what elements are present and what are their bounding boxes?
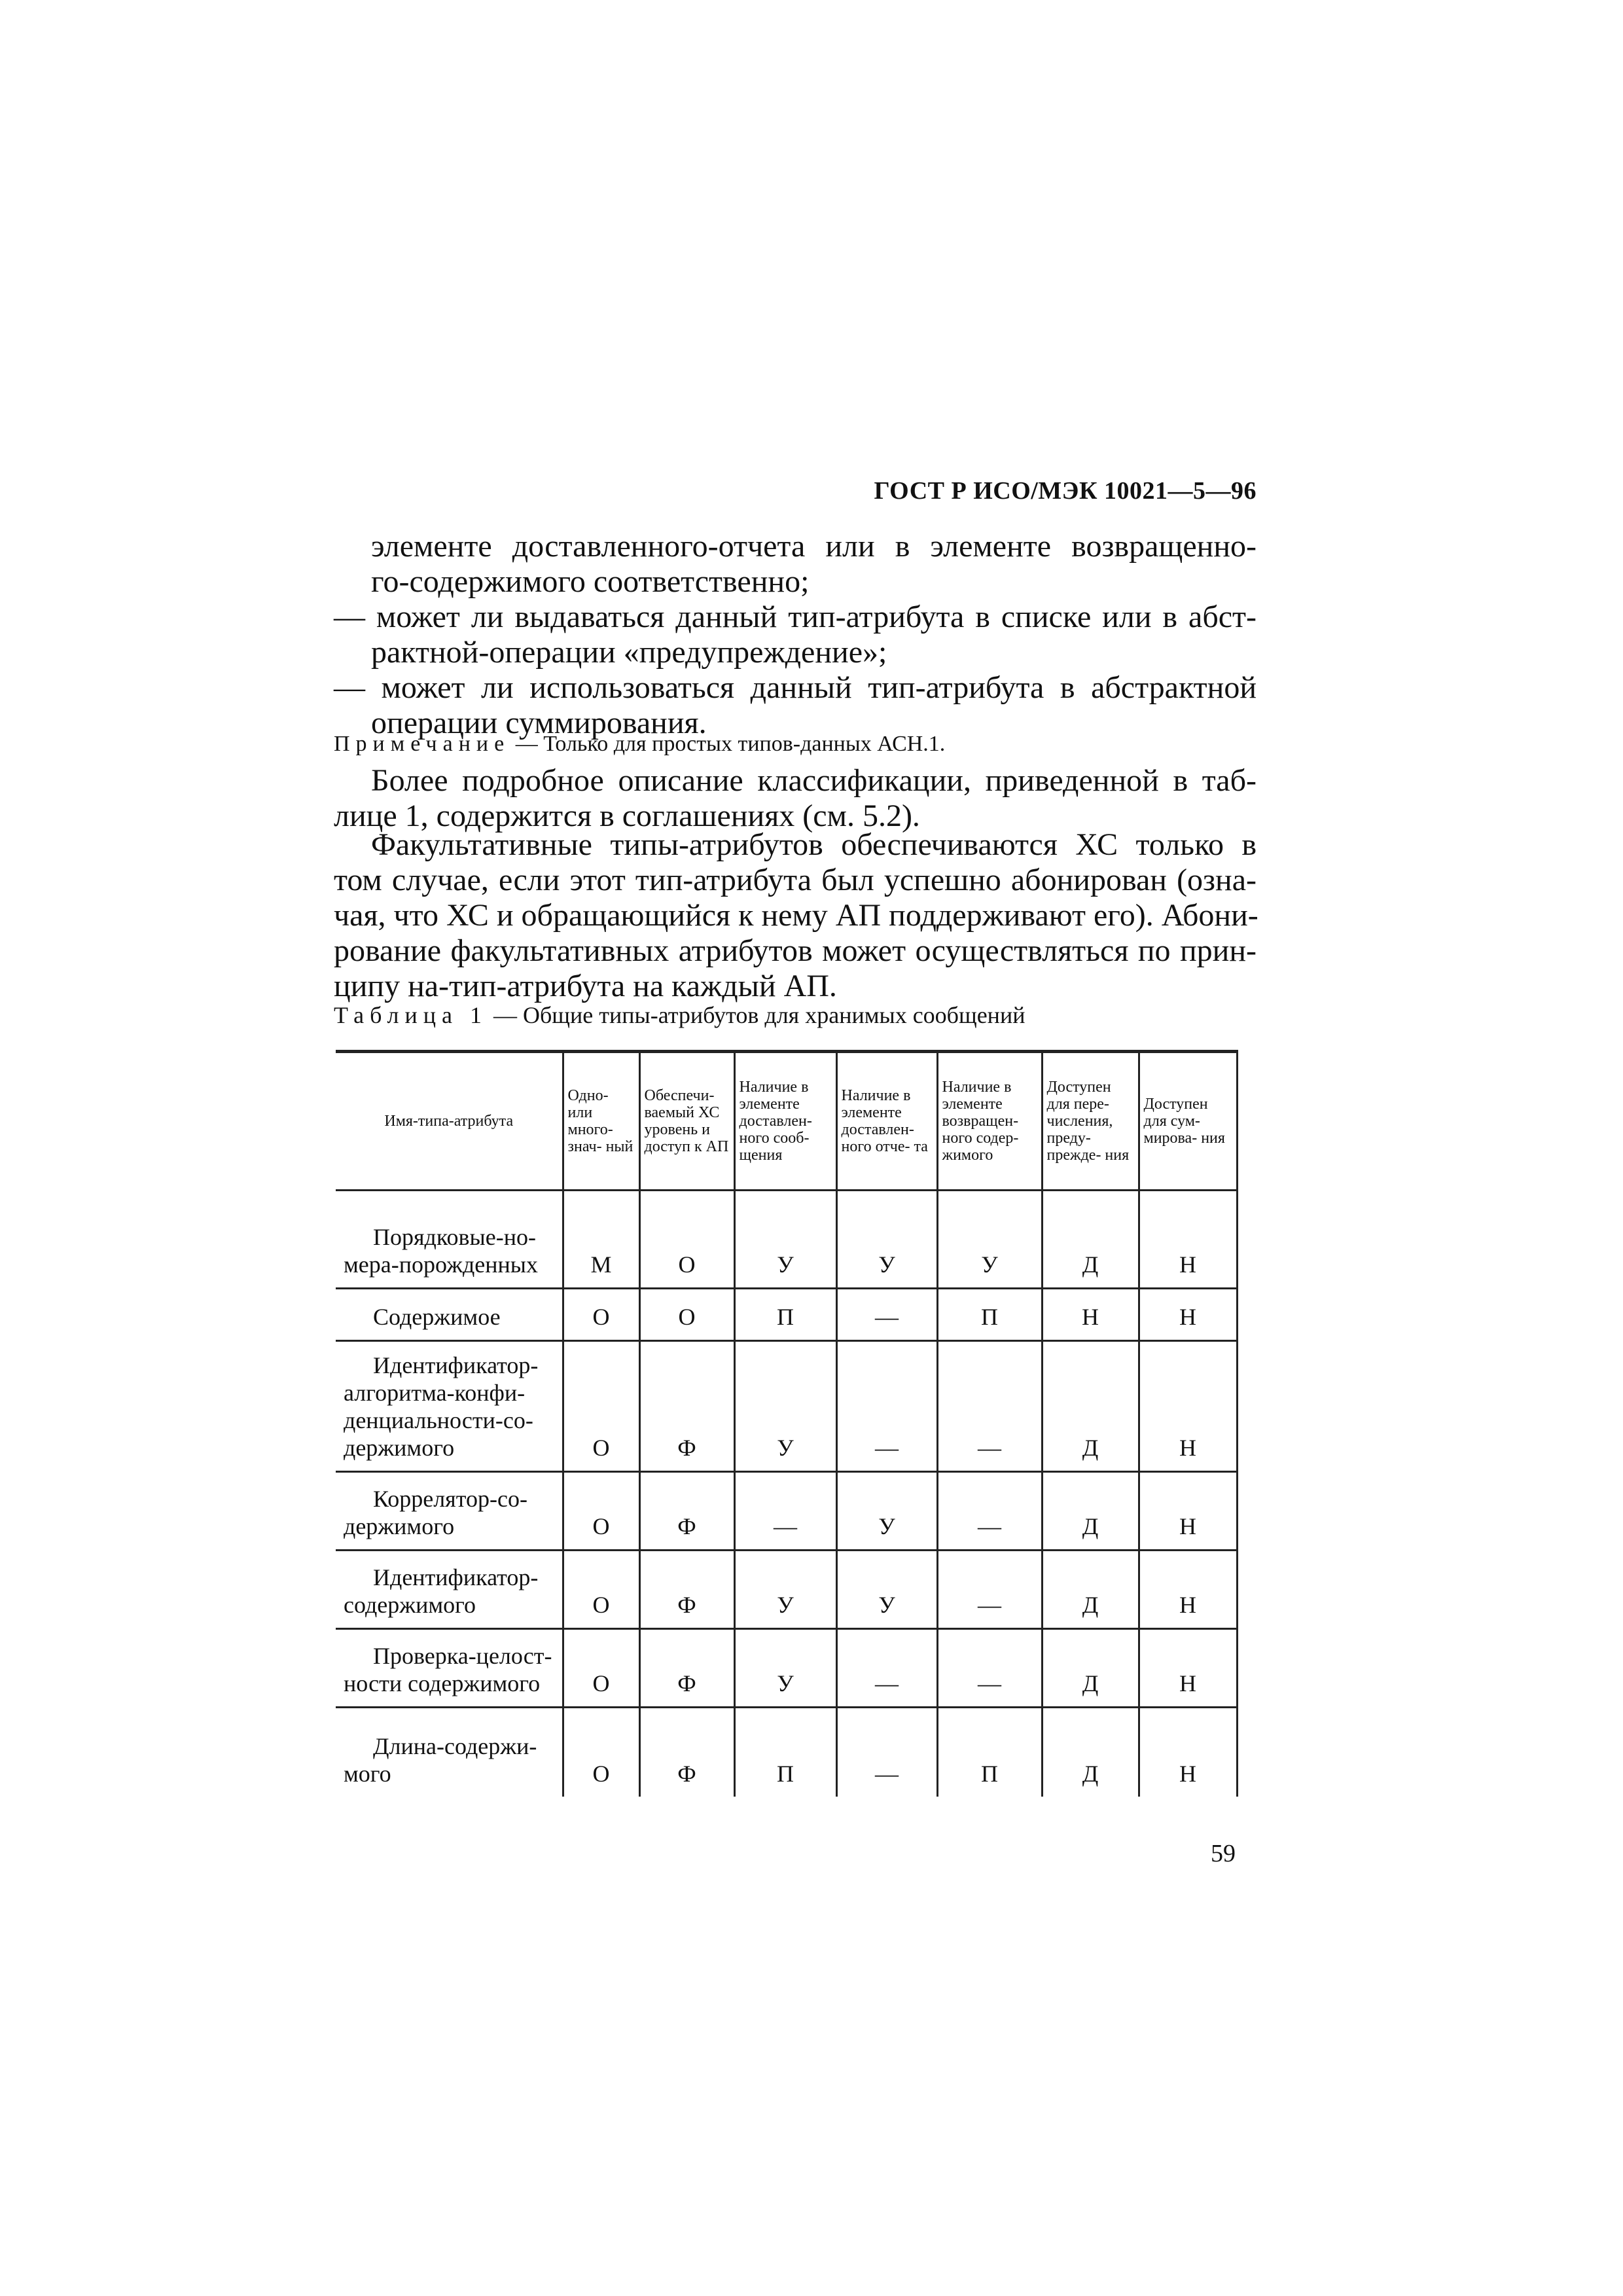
- attribute-name-continuation: ности содержимого: [344, 1670, 541, 1696]
- attribute-name-continuation: держимого: [344, 1513, 455, 1539]
- table-row: [336, 1191, 1237, 1289]
- value-cell: О: [563, 1708, 639, 1797]
- value-cell: Ф: [639, 1472, 734, 1551]
- value-cell: Н: [1139, 1289, 1237, 1341]
- value-cell: У: [937, 1191, 1042, 1289]
- value-cell: —: [937, 1341, 1042, 1472]
- body-line: го-содержимого соответственно;: [371, 564, 810, 599]
- value-cell: О: [563, 1551, 639, 1629]
- value-cell: Н: [1139, 1341, 1237, 1472]
- value-cell: У: [734, 1191, 836, 1289]
- attribute-name-continuation: мого: [344, 1760, 391, 1787]
- value-cell: Ф: [639, 1629, 734, 1708]
- body-text-a: [334, 529, 1257, 741]
- attribute-name-line: Коррелятор-со-: [373, 1486, 527, 1512]
- value-cell: —: [937, 1472, 1042, 1551]
- paragraph-1: [334, 763, 1257, 834]
- value-cell: Д: [1042, 1341, 1139, 1472]
- value-cell: М: [563, 1191, 639, 1289]
- header-in-delivered-message: Наличие в элементе доставлен- ного сооб- щения: [734, 1052, 836, 1191]
- value-cell: У: [734, 1629, 836, 1708]
- note-label: Примечание: [334, 732, 510, 756]
- value-cell: У: [836, 1472, 937, 1551]
- header-available-for-summarize: Доступен для сум- мирова- ния: [1139, 1052, 1237, 1191]
- table-row: [336, 1629, 1237, 1708]
- value-cell: П: [734, 1289, 836, 1341]
- value-cell: Н: [1139, 1708, 1237, 1797]
- attribute-name-continuation: содержимого: [344, 1592, 476, 1618]
- document-header: ГОСТ Р ИСО/МЭК 10021—5—96: [874, 477, 1257, 505]
- value-cell: Н: [1042, 1289, 1139, 1341]
- header-available-for-list-alert: Доступен для пере- числения, преду- прежде- ния: [1042, 1052, 1139, 1191]
- attribute-name-line: Порядковые-но-: [373, 1224, 536, 1250]
- value-cell: У: [836, 1551, 937, 1629]
- attribute-name-cell: [336, 1472, 563, 1551]
- paragraph-2: [334, 827, 1257, 1004]
- paragraph-line: том случае, если этот тип-атрибута был успешно абонирован (озна-: [334, 863, 1257, 897]
- value-cell: Д: [1042, 1191, 1139, 1289]
- value-cell: —: [937, 1551, 1042, 1629]
- value-cell: —: [836, 1341, 937, 1472]
- value-cell: —: [836, 1708, 937, 1797]
- table-row: [336, 1472, 1237, 1551]
- value-cell: О: [563, 1472, 639, 1551]
- paragraph-line: лице 1, содержится в соглашениях (см. 5.2).: [334, 798, 920, 833]
- list-item-line: — может ли использоваться данный тип-атрибута в абстрактной: [334, 670, 1257, 705]
- value-cell: Д: [1042, 1708, 1139, 1797]
- value-cell: —: [836, 1289, 937, 1341]
- paragraph-line: рование факультативных атрибутов может осуществляться по прин-: [334, 933, 1257, 968]
- value-cell: Ф: [639, 1551, 734, 1629]
- attribute-name-line: Содержимое: [373, 1304, 501, 1330]
- note-text: — Только для простых типов-данных АСН.1.: [510, 732, 946, 756]
- attribute-name-cell: [336, 1341, 563, 1472]
- table-row: [336, 1341, 1237, 1472]
- page-number: 59: [1211, 1840, 1236, 1867]
- value-cell: У: [734, 1341, 836, 1472]
- list-item-continuation: операции суммирования.: [371, 706, 707, 740]
- value-cell: О: [563, 1341, 639, 1472]
- value-cell: О: [639, 1289, 734, 1341]
- paragraph-line: ципу на-тип-атрибута на каждый АП.: [334, 969, 837, 1003]
- body-line: элементе доставленного-отчета или в элементе возвращенно-: [371, 529, 1257, 564]
- value-cell: У: [836, 1191, 937, 1289]
- header-support-level: Обеспечи- ваемый ХС уровень и доступ к АП: [639, 1052, 734, 1191]
- paragraph-line: Более подробное описание классификации, приведенной в таб-: [371, 763, 1257, 798]
- value-cell: Н: [1139, 1472, 1237, 1551]
- value-cell: О: [563, 1289, 639, 1341]
- attribute-name-continuation: мера-порожденных: [344, 1251, 538, 1278]
- table-header-row: [336, 1052, 1237, 1191]
- value-cell: Д: [1042, 1551, 1139, 1629]
- header-attribute-name: Имя-типа-атрибута: [336, 1052, 563, 1191]
- note: [334, 732, 945, 757]
- attribute-name-line: Длина-содержи-: [373, 1732, 537, 1759]
- header-multiplicity: Одно- или много- знач- ный: [563, 1052, 639, 1191]
- attribute-name-cell: [336, 1629, 563, 1708]
- value-cell: Ф: [639, 1341, 734, 1472]
- value-cell: О: [563, 1629, 639, 1708]
- header-in-returned-content: Наличие в элементе возвращен- ного содер- жимого: [937, 1052, 1042, 1191]
- value-cell: Н: [1139, 1551, 1237, 1629]
- value-cell: —: [937, 1629, 1042, 1708]
- attribute-name-cell: [336, 1708, 563, 1797]
- value-cell: Н: [1139, 1629, 1237, 1708]
- list-item-line: — может ли выдаваться данный тип-атрибута в списке или в абст-: [334, 600, 1257, 634]
- attribute-name-line: Идентификатор-: [373, 1352, 539, 1378]
- table-caption-label: Таблица 1: [334, 1002, 488, 1028]
- table-row: [336, 1551, 1237, 1629]
- table-row: [336, 1289, 1237, 1341]
- value-cell: —: [734, 1472, 836, 1551]
- value-cell: Ф: [639, 1708, 734, 1797]
- table-caption: [334, 1001, 1025, 1029]
- paragraph-line: чая, что ХС и обращающийся к нему АП поддерживают его). Абони-: [334, 898, 1258, 933]
- attribute-name-line: Проверка-целост-: [373, 1643, 552, 1669]
- list-item-continuation: рактной-операции «предупреждение»;: [371, 635, 887, 670]
- table-row: [336, 1708, 1237, 1797]
- attribute-name-line: Идентификатор-: [373, 1564, 539, 1590]
- value-cell: Н: [1139, 1191, 1237, 1289]
- value-cell: О: [639, 1191, 734, 1289]
- value-cell: Д: [1042, 1629, 1139, 1708]
- value-cell: П: [734, 1708, 836, 1797]
- value-cell: У: [734, 1551, 836, 1629]
- attribute-name-continuation: алгоритма-конфи- денциальности-со- держимого: [344, 1380, 533, 1461]
- table-caption-text: — Общие типы-атрибутов для хранимых сообщений: [487, 1002, 1026, 1028]
- attribute-name-cell: [336, 1191, 563, 1289]
- value-cell: Д: [1042, 1472, 1139, 1551]
- attribute-name-cell: [336, 1551, 563, 1629]
- value-cell: —: [836, 1629, 937, 1708]
- header-in-delivered-report: Наличие в элементе доставлен- ного отче- та: [836, 1052, 937, 1191]
- attribute-types-table: [336, 1050, 1238, 1797]
- value-cell: П: [937, 1289, 1042, 1341]
- attribute-name-cell: [336, 1289, 563, 1341]
- paragraph-line: Факультативные типы-атрибутов обеспечиваются ХС только в: [371, 827, 1257, 862]
- value-cell: П: [937, 1708, 1042, 1797]
